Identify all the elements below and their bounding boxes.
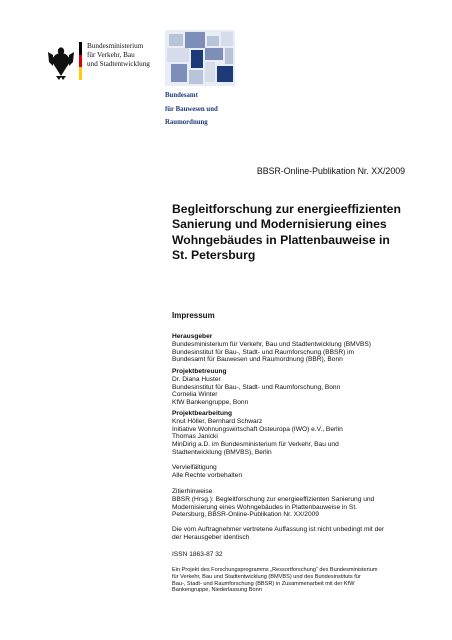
german-flag-stripe bbox=[79, 42, 82, 80]
projektbearbeitung-section: Projektbearbeitung Knut Höller, Bernhard Schwarz Initiative Wohnungswirtschaft Osteuropa (IWO) e.V., Berlin Thomas Janicki MinDirig a.D. im Bundesministerium für Verkehr, Bau und Stadtentwicklung (BMVBS), Berlin bbox=[172, 410, 412, 457]
document-title: Begleitforschung zur energieeffizienten Sanierung und Modernisierung eines Wohngebäudes in Plattenbauweise in St. Petersburg bbox=[172, 202, 401, 263]
section-heading: Herausgeber bbox=[172, 333, 213, 340]
bbsr-agency-name: Bundesamt für Bauwesen und Raumordnung bbox=[165, 92, 218, 126]
federal-eagle-icon bbox=[47, 42, 75, 80]
vervielfaeltigung-section: Vervielfältigung Alle Rechte vorbehalten bbox=[172, 464, 243, 479]
issn: ISSN 1863-87 32 bbox=[172, 551, 223, 558]
zitierhinweise-section: Zitierhinweise BBSR (Hrsg.): Begleitforschung zur energieeffizienten Sanierung und Modernisierung eines Wohngebäudes in Plattenbauweise in St. Petersburg, BBSR-Online-Publikation Nr. XX/2009 bbox=[172, 488, 375, 519]
herausgeber-section: Herausgeber Bundesministerium für Verkehr, Bau und Stadtentwicklung (BMVBS) Bundesinstitut für Bau-, Stadt- und Raumforschung (BBSR) im Bundesamt für Bauwesen und Raumordnung (BBR), Bonn bbox=[172, 333, 412, 364]
ministry-name: Bundesministerium für Verkehr, Bau und Stadtentwicklung bbox=[87, 42, 150, 68]
bbsr-logo-mosaic bbox=[165, 30, 235, 86]
publication-number: BBSR-Online-Publikation Nr. XX/2009 bbox=[256, 166, 405, 176]
impressum-heading: Impressum bbox=[172, 311, 215, 320]
ministry-logo bbox=[47, 42, 157, 82]
projektbetreuung-section: Projektbetreuung Dr. Diana Huster Bundesinstitut für Bau-, Stadt- und Raumforschung, Bonn Cornelia Winter KfW Bankengruppe, Bonn bbox=[172, 368, 412, 407]
project-footnote: Ein Projekt des Forschungsprogramms „Ressortforschung“ des Bundesministerium für Verkehr, Bau und Stadtentwicklung (BMVBS) und des Bundesinstituts für Bau-, Stadt- und Raumforschung (BBSR) in Zusammenarbeit mit der KfW Bankengruppe, Niederlassung Bonn bbox=[172, 567, 378, 594]
section-heading: Projektbetreuung bbox=[172, 368, 227, 375]
section-heading: Projektbearbeitung bbox=[172, 410, 233, 417]
disclaimer: Die vom Auftragnehmer vertretene Auffassung ist nicht unbedingt mit der der Herausgeber identisch bbox=[172, 526, 385, 541]
